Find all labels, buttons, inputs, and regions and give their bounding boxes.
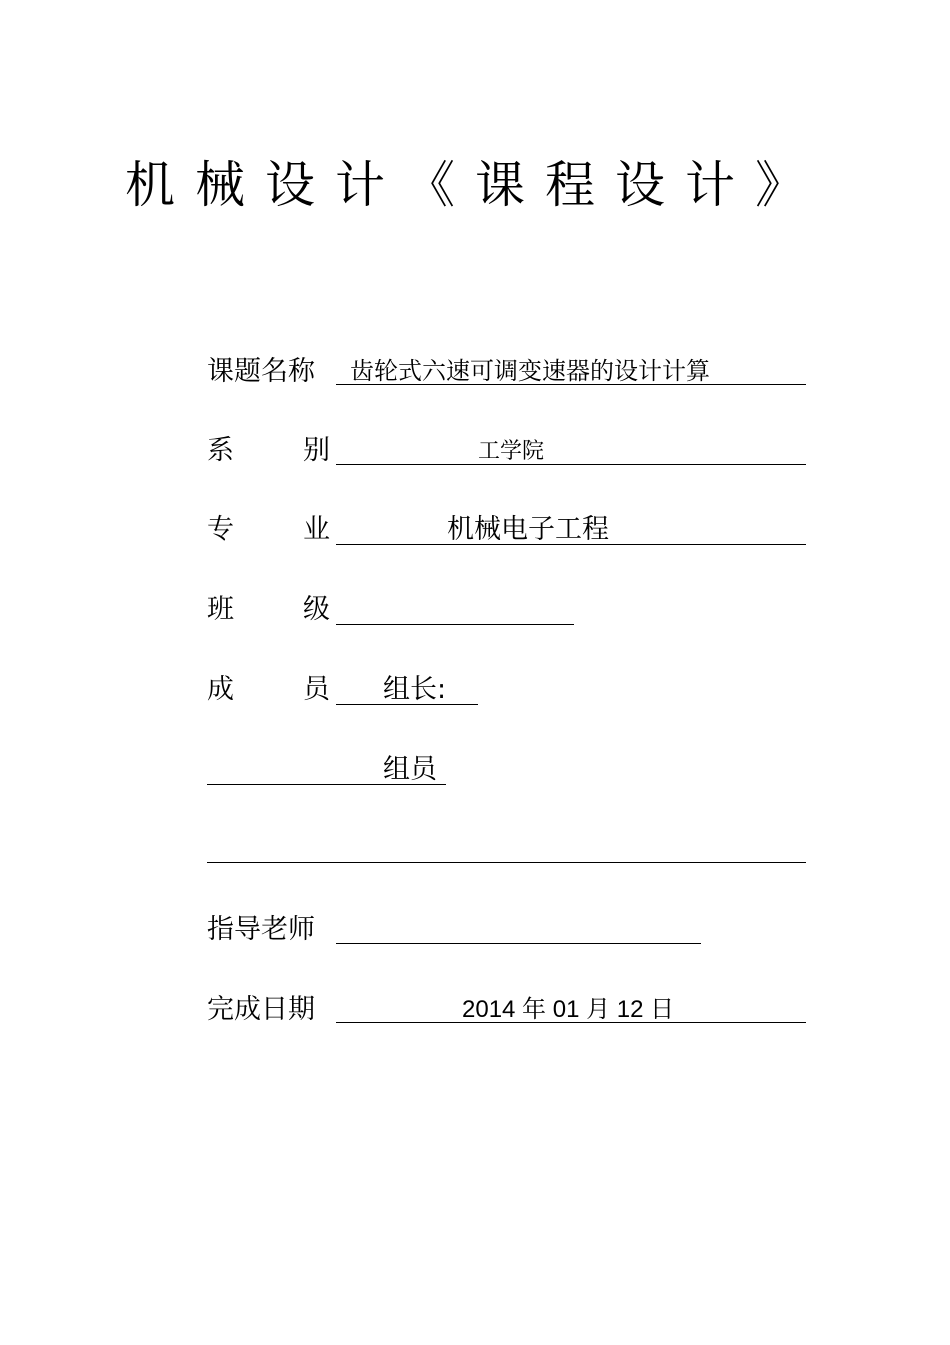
members-label-b: 员 (303, 674, 330, 705)
topic-label: 课题名称 (207, 356, 315, 387)
member-label: 组员 (383, 754, 437, 785)
topic-value: 齿轮式六速可调变速器的设计计算 (350, 357, 710, 385)
department-label-b: 别 (303, 435, 330, 466)
department-value: 工学院 (478, 439, 545, 464)
date-value: 2014 年 01 月 12 日 (462, 996, 675, 1023)
member-extra-underline (207, 862, 806, 863)
class-label-a: 班 (207, 594, 234, 625)
department-label-a: 系 (207, 435, 234, 466)
advisor-underline (336, 943, 701, 944)
class-underline (336, 624, 574, 625)
leader-label: 组长: (383, 674, 447, 705)
class-label-b: 级 (303, 594, 330, 625)
members-label-a: 成 (207, 674, 234, 705)
major-label-b: 业 (303, 514, 330, 545)
major-value: 机械电子工程 (447, 514, 609, 545)
major-label-a: 专 (207, 514, 234, 545)
department-underline (336, 464, 806, 465)
advisor-label: 指导老师 (207, 914, 315, 945)
date-label: 完成日期 (207, 994, 315, 1025)
document-title: 机械设计《课程设计》 (125, 156, 825, 214)
